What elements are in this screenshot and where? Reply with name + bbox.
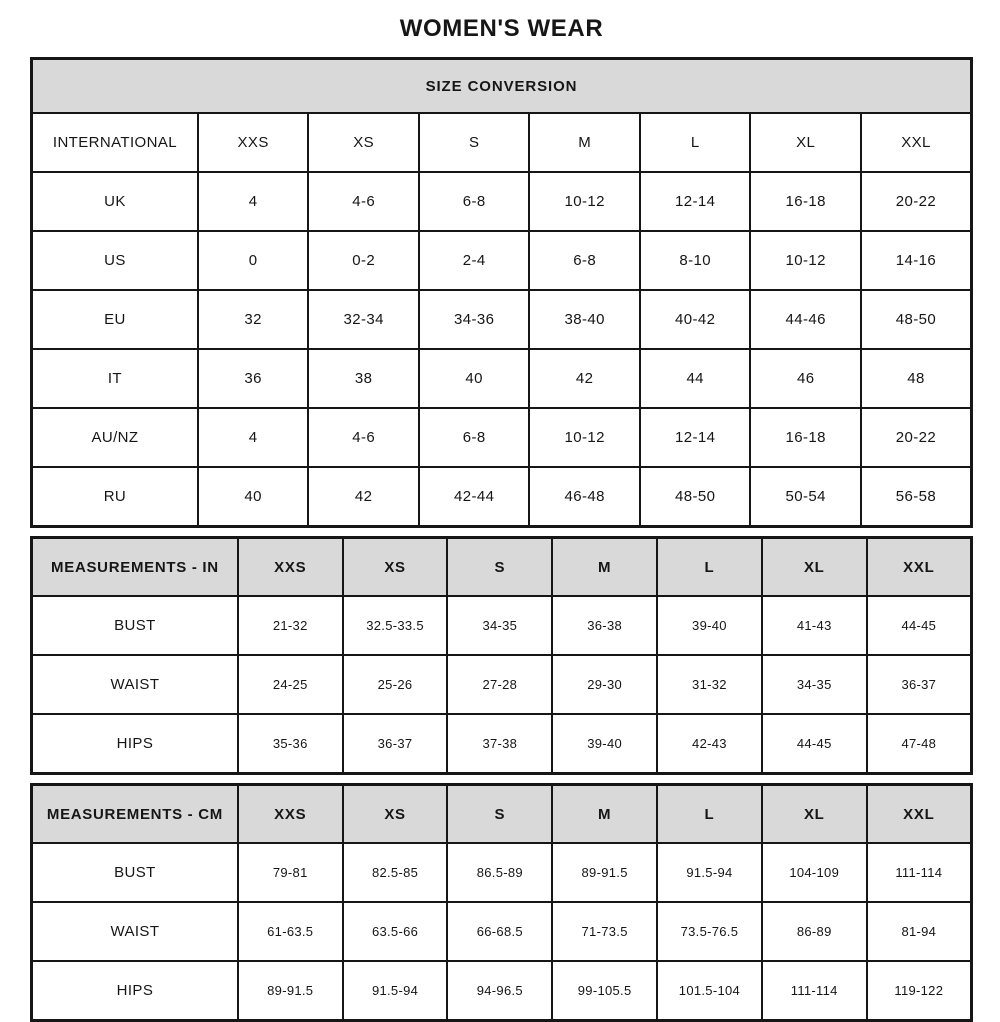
size-value: 0-2 bbox=[308, 231, 419, 290]
row-label-uk: UK bbox=[32, 172, 198, 231]
column-header-xxs: XXS bbox=[238, 538, 343, 597]
row-label-ru: RU bbox=[32, 467, 198, 527]
size-conversion-header: SIZE CONVERSION bbox=[32, 59, 972, 114]
column-header-international: INTERNATIONAL bbox=[32, 113, 198, 172]
measurement-value: 29-30 bbox=[552, 655, 657, 714]
column-header-xl: XL bbox=[750, 113, 861, 172]
row-label-waist: WAIST bbox=[32, 902, 238, 961]
size-value: 56-58 bbox=[861, 467, 972, 527]
size-value: 16-18 bbox=[750, 172, 861, 231]
measurement-value: 63.5-66 bbox=[343, 902, 448, 961]
table-row-uk bbox=[32, 172, 972, 231]
size-value: 8-10 bbox=[640, 231, 751, 290]
measurement-value: 36-37 bbox=[867, 655, 972, 714]
size-value: 6-8 bbox=[529, 231, 640, 290]
row-label-bust: BUST bbox=[32, 843, 238, 902]
measurement-value: 82.5-85 bbox=[343, 843, 448, 902]
column-header-l: L bbox=[657, 538, 762, 597]
measurement-value: 104-109 bbox=[762, 843, 867, 902]
column-header-xs: XS bbox=[343, 538, 448, 597]
column-header-row bbox=[32, 113, 972, 172]
table-row-it bbox=[32, 349, 972, 408]
size-value: 40-42 bbox=[640, 290, 751, 349]
size-value: 48 bbox=[861, 349, 972, 408]
size-value: 32 bbox=[198, 290, 309, 349]
size-value: 48-50 bbox=[640, 467, 751, 527]
column-header-xl: XL bbox=[762, 785, 867, 844]
measurement-value: 111-114 bbox=[867, 843, 972, 902]
measurement-value: 21-32 bbox=[238, 596, 343, 655]
size-value: 48-50 bbox=[861, 290, 972, 349]
table-row-bust-cm bbox=[32, 843, 972, 902]
column-header-l: L bbox=[640, 113, 751, 172]
measurement-value: 61-63.5 bbox=[238, 902, 343, 961]
size-value: 40 bbox=[198, 467, 309, 527]
table-row-waist-in bbox=[32, 655, 972, 714]
column-header-xxl: XXL bbox=[867, 785, 972, 844]
size-value: 12-14 bbox=[640, 408, 751, 467]
column-header-xl: XL bbox=[762, 538, 867, 597]
column-header-l: L bbox=[657, 785, 762, 844]
measurement-value: 47-48 bbox=[867, 714, 972, 774]
column-header-s: S bbox=[419, 113, 530, 172]
measurements-in-header-row bbox=[32, 538, 972, 597]
size-value: 10-12 bbox=[750, 231, 861, 290]
table-row-eu bbox=[32, 290, 972, 349]
size-value: 44-46 bbox=[750, 290, 861, 349]
measurement-value: 36-38 bbox=[552, 596, 657, 655]
measurement-value: 86.5-89 bbox=[447, 843, 552, 902]
measurement-value: 34-35 bbox=[447, 596, 552, 655]
column-header-xs: XS bbox=[343, 785, 448, 844]
table-row-us bbox=[32, 231, 972, 290]
measurement-value: 39-40 bbox=[657, 596, 762, 655]
measurement-value: 119-122 bbox=[867, 961, 972, 1021]
size-value: 2-4 bbox=[419, 231, 530, 290]
measurement-value: 99-105.5 bbox=[552, 961, 657, 1021]
size-value: 14-16 bbox=[861, 231, 972, 290]
measurement-value: 42-43 bbox=[657, 714, 762, 774]
column-header-xxl: XXL bbox=[861, 113, 972, 172]
measurement-value: 24-25 bbox=[238, 655, 343, 714]
size-value: 46 bbox=[750, 349, 861, 408]
size-value: 10-12 bbox=[529, 408, 640, 467]
table-row-hips-in bbox=[32, 714, 972, 774]
measurements-in-header: MEASUREMENTS - IN bbox=[32, 538, 238, 597]
size-value: 34-36 bbox=[419, 290, 530, 349]
table-row-hips-cm bbox=[32, 961, 972, 1021]
size-value: 12-14 bbox=[640, 172, 751, 231]
size-value: 38 bbox=[308, 349, 419, 408]
measurement-value: 66-68.5 bbox=[447, 902, 552, 961]
size-value: 50-54 bbox=[750, 467, 861, 527]
measurement-value: 73.5-76.5 bbox=[657, 902, 762, 961]
size-value: 42 bbox=[529, 349, 640, 408]
page-title: WOMEN'S WEAR bbox=[399, 15, 604, 42]
measurement-value: 37-38 bbox=[447, 714, 552, 774]
column-header-xxs: XXS bbox=[238, 785, 343, 844]
measurement-value: 101.5-104 bbox=[657, 961, 762, 1021]
row-label-waist: WAIST bbox=[32, 655, 238, 714]
row-label-hips: HIPS bbox=[32, 961, 238, 1021]
measurement-value: 71-73.5 bbox=[552, 902, 657, 961]
column-header-m: M bbox=[552, 538, 657, 597]
size-conversion-table bbox=[30, 57, 973, 528]
size-value: 6-8 bbox=[419, 408, 530, 467]
measurement-value: 39-40 bbox=[552, 714, 657, 774]
measurement-value: 44-45 bbox=[867, 596, 972, 655]
measurements-cm-header-row bbox=[32, 785, 972, 844]
measurement-value: 81-94 bbox=[867, 902, 972, 961]
measurement-value: 32.5-33.5 bbox=[343, 596, 448, 655]
measurement-value: 89-91.5 bbox=[238, 961, 343, 1021]
measurements-in-table bbox=[30, 536, 973, 775]
measurement-value: 35-36 bbox=[238, 714, 343, 774]
size-value: 4-6 bbox=[308, 172, 419, 231]
row-label-it: IT bbox=[32, 349, 198, 408]
column-header-xxl: XXL bbox=[867, 538, 972, 597]
measurement-value: 79-81 bbox=[238, 843, 343, 902]
row-label-aunz: AU/NZ bbox=[32, 408, 198, 467]
table-row-waist-cm bbox=[32, 902, 972, 961]
size-value: 4 bbox=[198, 408, 309, 467]
measurement-value: 34-35 bbox=[762, 655, 867, 714]
size-value: 38-40 bbox=[529, 290, 640, 349]
size-value: 44 bbox=[640, 349, 751, 408]
measurement-value: 44-45 bbox=[762, 714, 867, 774]
measurement-value: 27-28 bbox=[447, 655, 552, 714]
measurements-cm-header: MEASUREMENTS - CM bbox=[32, 785, 238, 844]
measurement-value: 94-96.5 bbox=[447, 961, 552, 1021]
size-value: 20-22 bbox=[861, 408, 972, 467]
column-header-xxs: XXS bbox=[198, 113, 309, 172]
table-row-ru bbox=[32, 467, 972, 527]
size-value: 40 bbox=[419, 349, 530, 408]
measurement-value: 25-26 bbox=[343, 655, 448, 714]
table-row-bust-in bbox=[32, 596, 972, 655]
row-label-us: US bbox=[32, 231, 198, 290]
size-value: 4-6 bbox=[308, 408, 419, 467]
size-value: 36 bbox=[198, 349, 309, 408]
measurement-value: 41-43 bbox=[762, 596, 867, 655]
size-value: 20-22 bbox=[861, 172, 972, 231]
size-value: 32-34 bbox=[308, 290, 419, 349]
size-value: 42 bbox=[308, 467, 419, 527]
measurement-value: 36-37 bbox=[343, 714, 448, 774]
measurement-value: 111-114 bbox=[762, 961, 867, 1021]
size-value: 42-44 bbox=[419, 467, 530, 527]
row-label-bust: BUST bbox=[32, 596, 238, 655]
column-header-m: M bbox=[552, 785, 657, 844]
measurement-value: 91.5-94 bbox=[343, 961, 448, 1021]
size-conversion-header-row bbox=[32, 59, 972, 114]
measurement-value: 86-89 bbox=[762, 902, 867, 961]
size-value: 16-18 bbox=[750, 408, 861, 467]
size-value: 6-8 bbox=[419, 172, 530, 231]
measurement-value: 89-91.5 bbox=[552, 843, 657, 902]
measurement-value: 31-32 bbox=[657, 655, 762, 714]
measurements-cm-table bbox=[30, 783, 973, 1022]
column-header-s: S bbox=[447, 538, 552, 597]
row-label-hips: HIPS bbox=[32, 714, 238, 774]
row-label-eu: EU bbox=[32, 290, 198, 349]
size-value: 10-12 bbox=[529, 172, 640, 231]
table-row-aunz bbox=[32, 408, 972, 467]
size-value: 46-48 bbox=[529, 467, 640, 527]
measurement-value: 91.5-94 bbox=[657, 843, 762, 902]
size-value: 4 bbox=[198, 172, 309, 231]
column-header-s: S bbox=[447, 785, 552, 844]
size-value: 0 bbox=[198, 231, 309, 290]
column-header-xs: XS bbox=[308, 113, 419, 172]
column-header-m: M bbox=[529, 113, 640, 172]
